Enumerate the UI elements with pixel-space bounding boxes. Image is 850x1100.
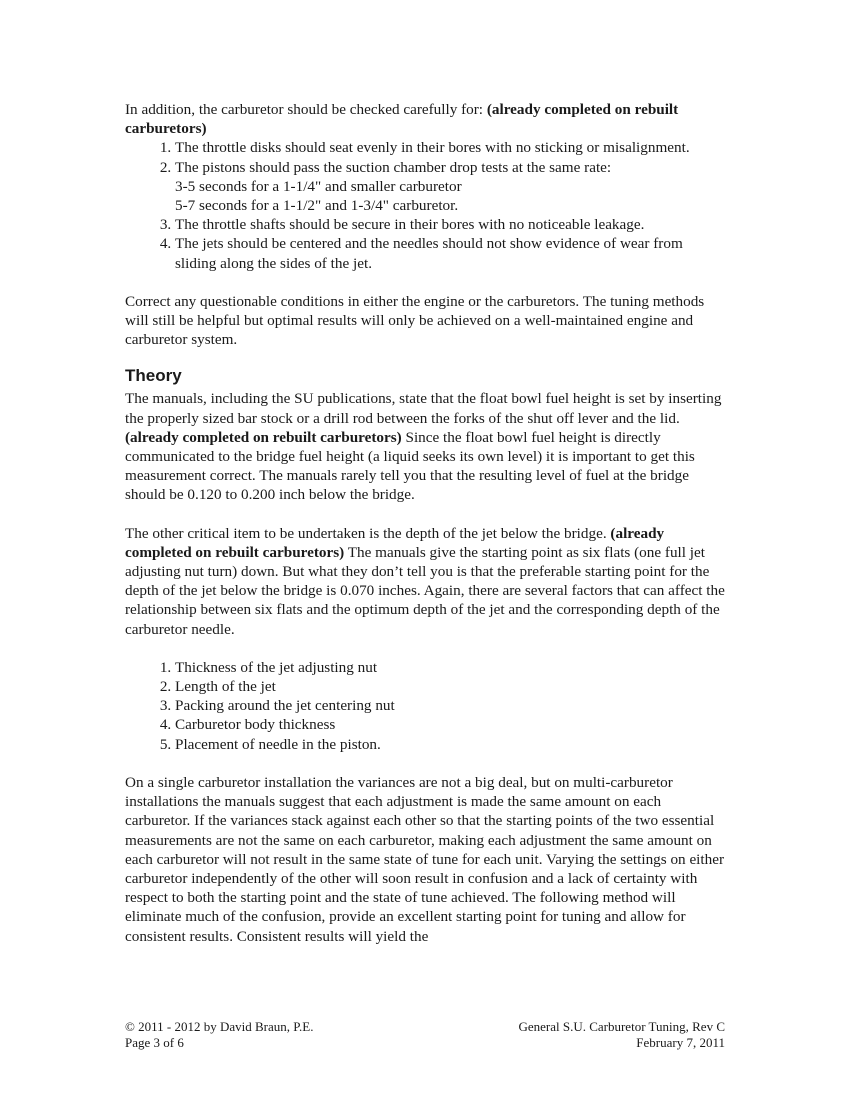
intro-paragraph [125,100,725,138]
factors-list [125,658,725,754]
list-item: 1. The throttle disks should seat evenly in their bores with no sticking or misalignment. [175,138,725,157]
theory-heading: Theory [125,366,182,386]
theory-paragraph-2: The other critical item to be undertaken is the depth of the jet below the bridge. (already completed on rebuilt carburetors) The manuals give the starting point as six flats (one full jet adjusting nut turn) down. But what they don’t tell you is that the preferable starting point for the depth of the jet below the bridge is 0.070 inches. Again, there are several factors that can affect the relationship between six flats and the optimum depth of the jet and the corresponding depth of the carburetor needle. [125,524,725,638]
page-footer [125,1019,725,1051]
footer-doc-title: General S.U. Carburetor Tuning, Rev C [518,1019,725,1034]
correct-paragraph: Correct any questionable conditions in either the engine or the carburetors. The tuning methods will still be helpful but optimal results will only be achieved on a well-maintained engine and carburetor system. [125,292,705,349]
checks-list [125,138,725,272]
theory-paragraph-1: The manuals, including the SU publications, state that the float bowl fuel height is set by inserting the properly sized bar stock or a drill rod between the forks of the shut off lever and the lid. (already completed on rebuilt carburetors) Since the float bowl fuel height is directly communicated to the bridge fuel height (a liquid seeks its own level) it is important to get this measurement correct. The manuals rarely tell you that the resulting level of fuel at the bridge should be 0.120 to 0.200 inch below the bridge. [125,390,722,504]
page-content [125,100,725,946]
footer-right [518,1019,725,1051]
list-item: 4. Carburetor body thickness [175,715,725,734]
footer-date: February 7, 2011 [636,1035,725,1050]
list-item: 2. The pistons should pass the suction chamber drop tests at the same rate: 3-5 seconds for a 1-1/4" and smaller carburetor 5-7 seconds for a 1-1/2" and 1-3/4" carburetor. [175,158,725,216]
list-item: 3. The throttle shafts should be secure in their bores with no noticeable leakage. [175,215,725,234]
intro-bold-note: (already completed on rebuilt carburetors) [125,101,679,138]
theory-bold-note-1: (already completed on rebuilt carburetors) [125,428,402,446]
footer-copyright: © 2011 - 2012 by David Braun, P.E. [125,1019,314,1034]
footer-page-number: Page 3 of 6 [125,1035,184,1050]
list-item: 4. The jets should be centered and the needles should not show evidence of wear from sliding along the sides of the jet. [175,234,725,272]
list-item: 5. Placement of needle in the piston. [175,735,725,754]
intro-text: In addition, the carburetor should be checked carefully for: [125,101,487,118]
footer-left [125,1019,314,1051]
theory-paragraph-3: On a single carburetor installation the variances are not a big deal, but on multi-carburetor installations the manuals suggest that each adjustment is made the same amount on each carburetor. If the variances stack against each other so that the starting points of the two essential measurements are not the same on each carburetor, making each adjustment the same amount on each carburetor will not result in the same state of tune for each unit. Varying the settings on either carburetor independently of the other will soon result in confusion and a lack of certainty with respect to both the starting point and the state of tune achieved. The following method will eliminate much of the confusion, provide an excellent starting point for tuning and allow for consistent results. Consistent results will yield the [125,773,725,945]
list-item: 2. Length of the jet [175,677,725,696]
theory-bold-note-2: (already completed on rebuilt carburetors) [125,524,665,561]
list-item: 3. Packing around the jet centering nut [175,696,725,715]
list-item: 1. Thickness of the jet adjusting nut [175,658,725,677]
